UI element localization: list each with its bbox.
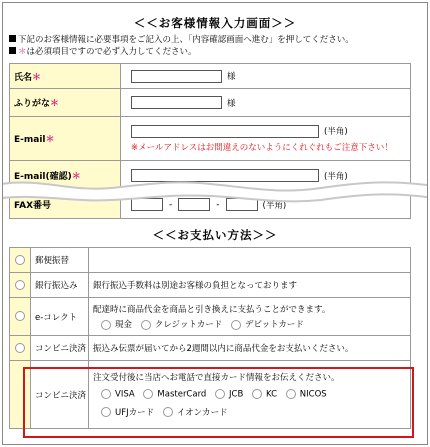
card-options-row2	[93, 406, 410, 418]
payment-row	[10, 298, 411, 336]
card-options-row1	[93, 389, 410, 400]
email-row	[10, 117, 411, 161]
payment-radio-convenience[interactable]	[15, 343, 25, 353]
kana-label: ふりがな＊	[10, 89, 121, 117]
fax-suffix: (半角)	[262, 200, 287, 211]
name-input[interactable]	[131, 70, 222, 83]
payment-row	[10, 248, 411, 273]
instruction-note	[9, 33, 354, 45]
radio-icon	[101, 320, 111, 330]
option-cash[interactable]: 現金	[101, 318, 132, 330]
radio-icon	[231, 320, 241, 330]
option-nicos[interactable]: NICOS	[286, 389, 327, 400]
square-bullet-icon	[9, 47, 16, 54]
payment-radio-ecollect[interactable]	[15, 311, 25, 321]
radio-icon	[101, 407, 111, 417]
payment-row	[10, 273, 411, 298]
radio-icon	[141, 320, 151, 330]
radio-icon	[101, 389, 111, 399]
radio-icon	[143, 389, 153, 399]
option-ufj[interactable]: UFJカード	[101, 406, 154, 418]
email-label: E-mail＊	[10, 117, 121, 161]
option-aeon[interactable]: イオンカード	[163, 406, 228, 418]
payment-desc	[89, 248, 411, 273]
payment-name: コンビニ決済	[31, 336, 89, 361]
instruction-text: 下記のお客様情報に必要事項をご記入の上、「内容確認画面へ進む」を押してください。	[18, 35, 354, 45]
payment-radio-bank[interactable]	[15, 280, 25, 290]
torn-page-divider	[2, 178, 428, 204]
name-label: 氏名＊	[10, 64, 121, 89]
radio-icon	[163, 407, 173, 417]
name-suffix: 様	[227, 72, 236, 82]
option-debit[interactable]: デビットカード	[231, 318, 304, 330]
payment-radio-cell-empty	[10, 361, 31, 429]
ecollect-options	[93, 318, 410, 330]
email-input[interactable]	[131, 125, 319, 138]
payment-desc: 注文受付後に当店へお電話で直接カード情報をお伝えください。	[93, 373, 340, 384]
payment-heading: ＜＜お支払い方法＞＞	[152, 228, 278, 242]
option-visa[interactable]: VISA	[101, 389, 135, 400]
option-jcb[interactable]: JCB	[215, 389, 243, 400]
payment-table	[9, 247, 411, 429]
square-bullet-icon	[9, 35, 16, 42]
option-kc[interactable]: KC	[252, 389, 277, 400]
email-confirm-label: E-mail(確認)＊	[10, 161, 121, 191]
fax-dash: -	[216, 199, 220, 210]
option-mastercard[interactable]: MasterCard	[143, 389, 206, 400]
option-credit[interactable]: クレジットカード	[141, 318, 223, 330]
fax-dash: -	[169, 199, 173, 210]
payment-desc: 振込み伝票が届いてから2週間以内に商品代金をお支払いください。	[89, 336, 411, 361]
kana-suffix: 様	[227, 98, 236, 109]
payment-desc: 配達時に商品代金を商品と引き換えに支払うことができます。	[93, 305, 331, 315]
email-warning: ※メールアドレスはお間違えのないようにくれぐれもご注意下さい！	[131, 142, 393, 153]
kana-row	[10, 89, 411, 117]
fax-label: FAX番号	[10, 191, 121, 219]
payment-radio-postal[interactable]	[15, 255, 25, 265]
payment-name: 銀行振込み	[31, 273, 89, 298]
radio-icon	[286, 389, 296, 399]
payment-row	[10, 336, 411, 361]
email-suffix: (半角)	[324, 127, 348, 137]
radio-icon	[215, 389, 225, 399]
radio-icon	[252, 389, 262, 399]
kana-input[interactable]	[131, 96, 222, 109]
payment-name: コンビニ決済	[31, 361, 89, 429]
email-confirm-suffix: (半角)	[324, 171, 348, 182]
payment-row	[10, 361, 411, 429]
page-frame	[2, 2, 428, 445]
required-note-text: は必須項目ですので必ず入力してください。	[26, 47, 197, 57]
payment-desc: 銀行振込手数料は別途お客様の負担となっております	[89, 273, 411, 298]
payment-name: 郵便振替	[31, 248, 89, 273]
required-mark: ＊	[18, 47, 27, 57]
required-note	[9, 45, 197, 57]
name-row	[10, 64, 411, 89]
payment-name: e-コレクト	[31, 298, 89, 336]
customer-info-heading: ＜＜お客様情報入力画面＞＞	[133, 16, 297, 30]
